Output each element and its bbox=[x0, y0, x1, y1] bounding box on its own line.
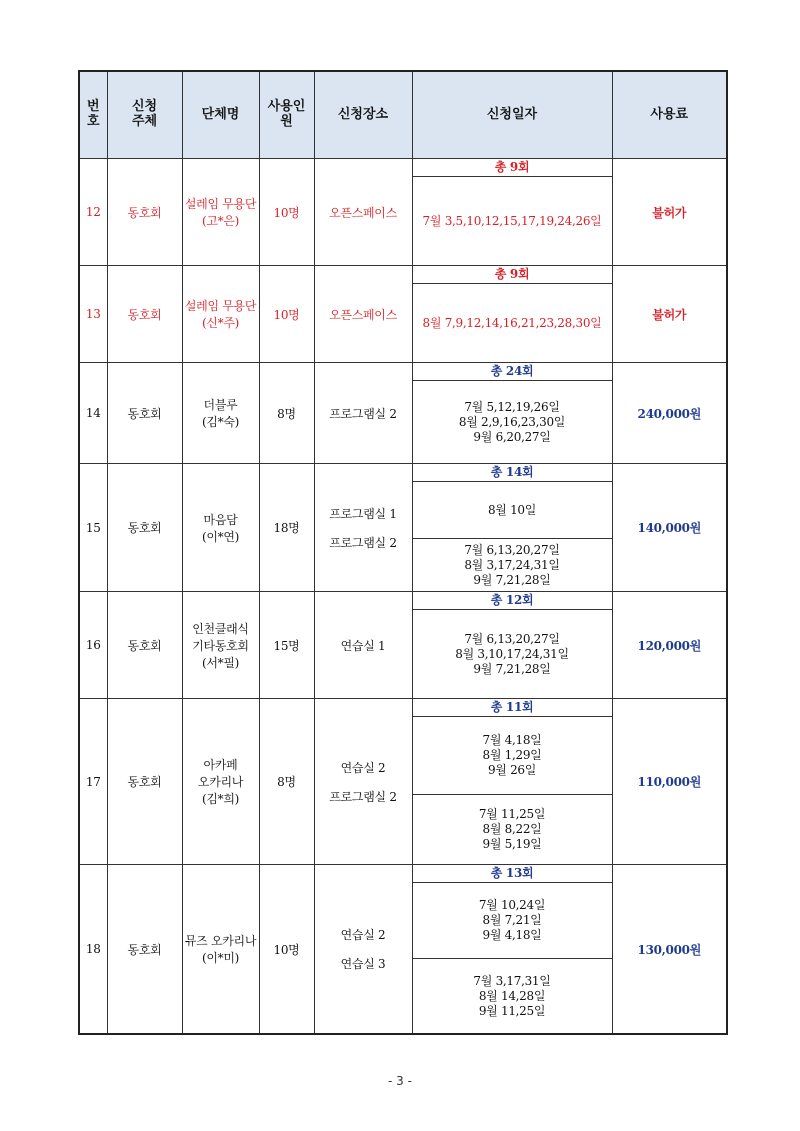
row-total: 총 12회 bbox=[412, 592, 612, 610]
header-applicant: 신청 주체 bbox=[107, 71, 182, 159]
row-group: 더블루 (김*숙) bbox=[182, 363, 259, 464]
header-people: 사용인 원 bbox=[259, 71, 314, 159]
row-applicant: 동호회 bbox=[107, 159, 182, 266]
header-fee: 사용료 bbox=[612, 71, 727, 159]
row-applicant: 동호회 bbox=[107, 592, 182, 699]
facility-usage-table bbox=[78, 70, 728, 1035]
row-applicant: 동호회 bbox=[107, 865, 182, 1035]
row-fee: 130,000원 bbox=[612, 865, 727, 1035]
row-venue: 연습실 2 프로그램실 2 bbox=[314, 699, 412, 865]
row-venue: 오픈스페이스 bbox=[314, 266, 412, 363]
table-row bbox=[79, 865, 727, 883]
row-total: 총 14회 bbox=[412, 464, 612, 482]
row-venue: 연습실 2 연습실 3 bbox=[314, 865, 412, 1035]
row-total: 총 9회 bbox=[412, 266, 612, 284]
row-venue: 오픈스페이스 bbox=[314, 159, 412, 266]
row-fee: 140,000원 bbox=[612, 464, 727, 592]
row-dates: 8월 10일 bbox=[412, 482, 612, 539]
page-number: - 3 - bbox=[388, 1074, 412, 1088]
row-dates: 7월 6,13,20,27일 8월 3,17,24,31일 9월 7,21,28일 bbox=[412, 539, 612, 592]
row-people: 10명 bbox=[259, 159, 314, 266]
row-applicant: 동호회 bbox=[107, 699, 182, 865]
header-row bbox=[79, 71, 727, 159]
row-applicant: 동호회 bbox=[107, 363, 182, 464]
row-no: 14 bbox=[79, 363, 107, 464]
row-people: 10명 bbox=[259, 266, 314, 363]
table-row bbox=[79, 699, 727, 717]
row-people: 8명 bbox=[259, 699, 314, 865]
row-venue: 연습실 1 bbox=[314, 592, 412, 699]
row-dates: 7월 11,25일 8월 8,22일 9월 5,19일 bbox=[412, 795, 612, 865]
row-no: 13 bbox=[79, 266, 107, 363]
row-group: 인천클래식 기타동호회 (서*필) bbox=[182, 592, 259, 699]
row-group: 아카페 오카리나 (김*희) bbox=[182, 699, 259, 865]
row-no: 17 bbox=[79, 699, 107, 865]
row-no: 18 bbox=[79, 865, 107, 1035]
row-venue: 프로그램실 2 bbox=[314, 363, 412, 464]
table-row bbox=[79, 159, 727, 177]
row-dates: 7월 5,12,19,26일 8월 2,9,16,23,30일 9월 6,20,27일 bbox=[412, 381, 612, 464]
row-people: 10명 bbox=[259, 865, 314, 1035]
row-people: 15명 bbox=[259, 592, 314, 699]
row-group: 설레임 무용단 (신*주) bbox=[182, 266, 259, 363]
row-applicant: 동호회 bbox=[107, 464, 182, 592]
row-fee: 불허가 bbox=[612, 159, 727, 266]
header-venue: 신청장소 bbox=[314, 71, 412, 159]
row-people: 18명 bbox=[259, 464, 314, 592]
row-fee: 불허가 bbox=[612, 266, 727, 363]
row-no: 12 bbox=[79, 159, 107, 266]
header-group: 단체명 bbox=[182, 71, 259, 159]
header-dates: 신청일자 bbox=[412, 71, 612, 159]
row-group: 마음담 (이*연) bbox=[182, 464, 259, 592]
row-fee: 120,000원 bbox=[612, 592, 727, 699]
row-total: 총 11회 bbox=[412, 699, 612, 717]
row-dates: 7월 6,13,20,27일 8월 3,10,17,24,31일 9월 7,21,28일 bbox=[412, 610, 612, 699]
table-row bbox=[79, 592, 727, 610]
row-no: 15 bbox=[79, 464, 107, 592]
table-row bbox=[79, 464, 727, 482]
row-applicant: 동호회 bbox=[107, 266, 182, 363]
row-total: 총 13회 bbox=[412, 865, 612, 883]
table-row bbox=[79, 363, 727, 381]
header-no: 번 호 bbox=[79, 71, 107, 159]
row-dates: 7월 3,17,31일 8월 14,28일 9월 11,25일 bbox=[412, 959, 612, 1035]
row-dates: 7월 3,5,10,12,15,17,19,24,26일 bbox=[412, 177, 612, 266]
row-fee: 240,000원 bbox=[612, 363, 727, 464]
row-dates: 8월 7,9,12,14,16,21,23,28,30일 bbox=[412, 284, 612, 363]
row-fee: 110,000원 bbox=[612, 699, 727, 865]
table-row bbox=[79, 266, 727, 284]
row-group: 설레임 무용단 (고*은) bbox=[182, 159, 259, 266]
row-no: 16 bbox=[79, 592, 107, 699]
row-venue: 프로그램실 1 프로그램실 2 bbox=[314, 464, 412, 592]
row-group: 뮤즈 오카리나 (이*미) bbox=[182, 865, 259, 1035]
row-dates: 7월 10,24일 8월 7,21일 9월 4,18일 bbox=[412, 883, 612, 959]
row-people: 8명 bbox=[259, 363, 314, 464]
row-dates: 7월 4,18일 8월 1,29일 9월 26일 bbox=[412, 717, 612, 795]
row-total: 총 9회 bbox=[412, 159, 612, 177]
row-total: 총 24회 bbox=[412, 363, 612, 381]
